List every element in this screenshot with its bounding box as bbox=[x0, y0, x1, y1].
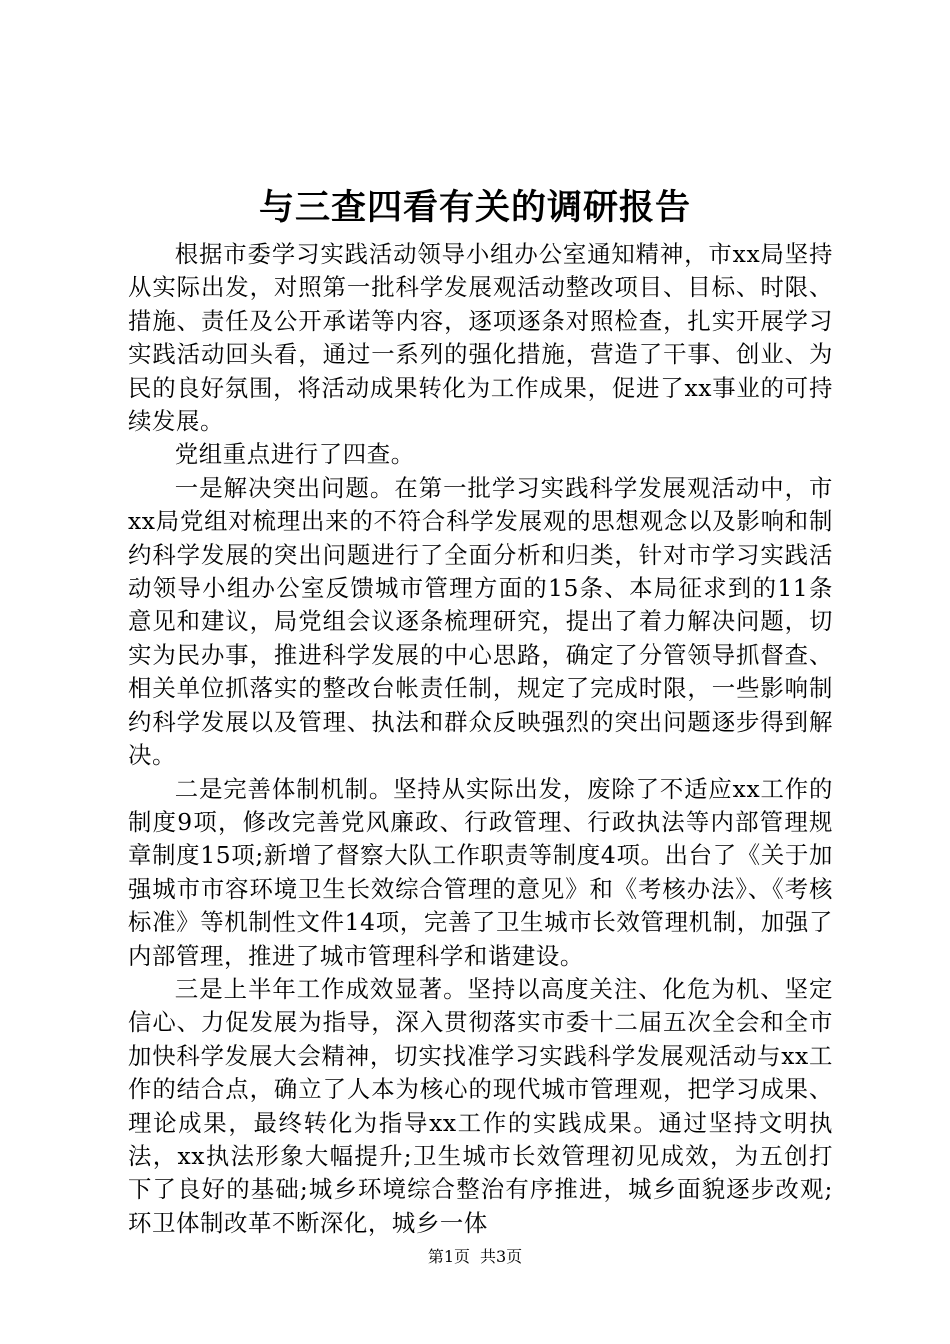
paragraph-first-point: 一是解决突出问题。在第一批学习实践科学发展观活动中，市xx局党组对梳理出来的不符合科学发展观的思想观念以及影响和制约科学发展的突出问题进行了全面分析和归类，针对市学习实践活动领导小组办公室反馈城市管理方面的15条、本局征求到的11条意见和建议，局党组会议逐条梳理研究，提出了着力解决问题，切实为民办事，推进科学发展的中心思路，确定了分管领导抓督查、相关单位抓落实的整改台帐责任制，规定了完成时限，一些影响制约科学发展以及管理、执法和群众反映强烈的突出问题逐步得到解决。 bbox=[128, 473, 833, 770]
paragraph-four-checks: 党组重点进行了四查。 bbox=[174, 440, 415, 469]
paragraph-intro: 根据市委学习实践活动领导小组办公室通知精神，市xx局坚持从实际出发，对照第一批科学发展观活动整改项目、目标、时限、措施、责任及公开承诺等内容，逐项逐条对照检查，扎实开展学习实践活动回头看，通过一系列的强化措施，营造了干事、创业、为民的良好氛围，将活动成果转化为工作成果，促进了xx事业的可持续发展。 bbox=[128, 240, 833, 436]
paragraph-third-point: 三是上半年工作成效显著。坚持以高度关注、化危为机、坚定信心、力促发展为指导，深入贯彻落实市委十二届五次全会和全市加快科学发展大会精神，切实找准学习实践科学发展观活动与xx工作的结合点，确立了人本为核心的现代城市管理观，把学习成果、理论成果，最终转化为指导xx工作的实践成果。通过坚持文明执法，xx执法形象大幅提升;卫生城市长效管理初见成效，为五创打下了良好的基础;城乡环境综合整治有序推进，城乡面貌逐步改观;环卫体制改革不断深化，城乡一体 bbox=[128, 974, 833, 1237]
paragraph-second-point: 二是完善体制机制。坚持从实际出发，废除了不适应xx工作的制度9项，修改完善党风廉政、行政管理、行政执法等内部管理规章制度15项;新增了督察大队工作职责等制度4项。出台了《关于加强城市市容环境卫生长效综合管理的意见》和《考核办法》、《考核标准》等机制性文件14项，完善了卫生城市长效管理机制，加强了内部管理，推进了城市管理科学和谐建设。 bbox=[128, 774, 833, 970]
document-body bbox=[128, 238, 833, 1240]
document-title: 与三查四看有关的调研报告 bbox=[258, 187, 691, 228]
page-footer bbox=[0, 1246, 950, 1268]
page-number-total: 共3页 bbox=[480, 1247, 523, 1266]
page-number-current: 第1页 bbox=[427, 1247, 470, 1266]
